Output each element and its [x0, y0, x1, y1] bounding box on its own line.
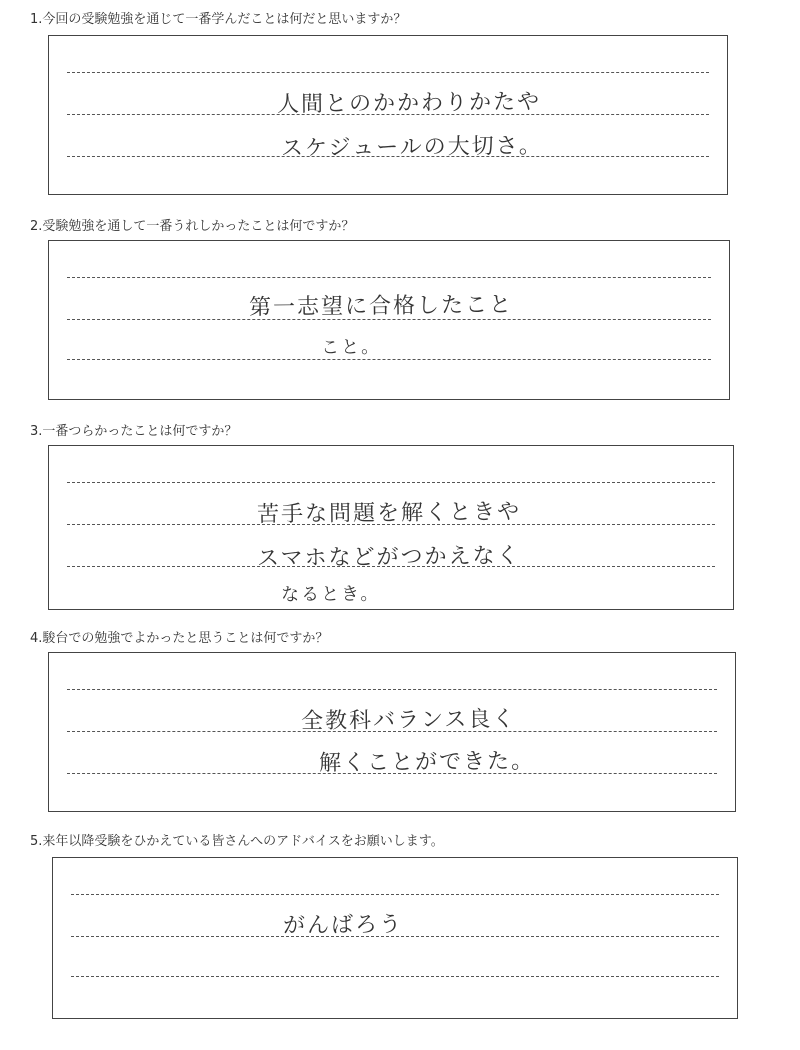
handwritten-answer: 第一志望に合格したこと [248, 292, 514, 321]
answer-line [71, 976, 719, 977]
question-3-label: 3.一番つらかったことは何ですか？ [30, 424, 238, 439]
handwritten-answer: スマホなどがつかえなく [256, 543, 521, 572]
handwritten-answer: がんばろう [282, 912, 404, 939]
question-4-label: 4.駿台での勉強でよかったと思うことは何ですか？ [30, 631, 329, 646]
answer-line [67, 359, 711, 360]
question-2-label: 2.受験勉強を通して一番うれしかったことは何ですか？ [30, 219, 355, 234]
handwritten-answer: こと。 [320, 336, 382, 359]
handwritten-answer: 苦手な問題を解くときや [256, 499, 522, 528]
answer-box-3[interactable] [48, 445, 734, 610]
answer-box-4[interactable] [48, 652, 736, 812]
answer-line [67, 277, 711, 278]
answer-box-5[interactable] [52, 857, 738, 1019]
question-5-label: 5.来年以降受験をひかえている皆さんへのアドバイスをお願いします。 [30, 834, 444, 849]
answer-box-2[interactable] [48, 240, 730, 400]
handwritten-answer: 解くことができた。 [318, 748, 536, 777]
handwritten-answer: 全教科バランス良く [300, 706, 517, 735]
answer-line [67, 482, 715, 483]
handwritten-answer: 人間とのかかわりかたや [276, 89, 542, 118]
answer-line [67, 689, 717, 690]
answer-line [71, 894, 719, 895]
answer-box-1[interactable] [48, 35, 728, 195]
answer-line [67, 72, 709, 73]
handwritten-answer: なるとき。 [280, 583, 381, 606]
question-1-label: 1.今回の受験勉強を通じて一番学んだことは何だと思いますか？ [30, 12, 407, 27]
handwritten-answer: スケジュールの大切さ。 [280, 133, 543, 162]
